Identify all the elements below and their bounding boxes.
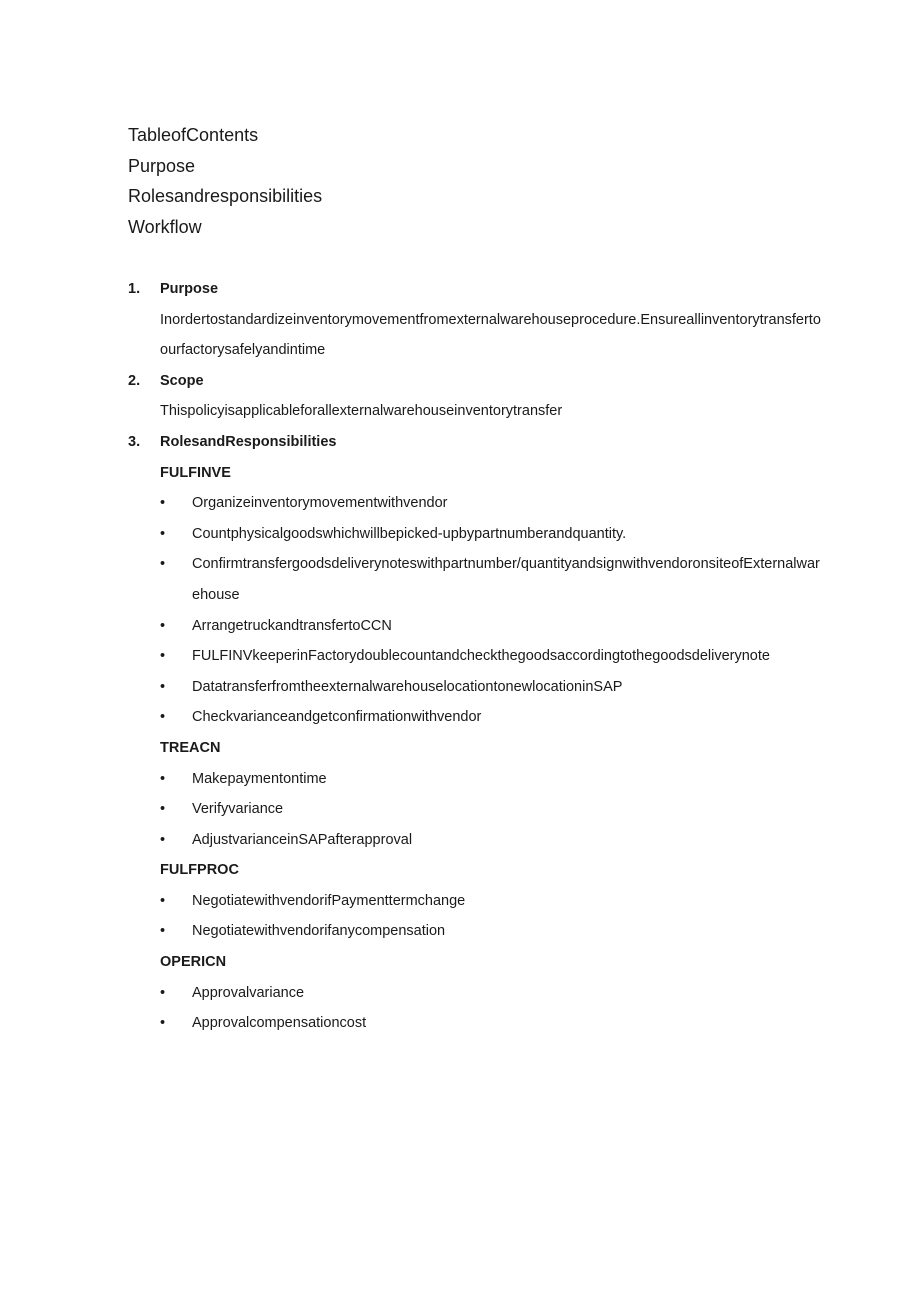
list-item-text: Organizeinventorymovementwithvendor (192, 495, 448, 512)
section-number: 1. (128, 281, 141, 297)
list-item (128, 886, 888, 917)
role-heading-opericn: OPERICN (160, 954, 227, 971)
list-item-continued: ehouse (192, 586, 240, 603)
list-item-text: Makepaymentontime (192, 770, 327, 787)
scope-text: Thispolicyisapplicableforallexternalwarehouseinventorytransfer (160, 403, 563, 420)
role-heading-treacn: TREACN (160, 739, 221, 756)
bullet-icon: • (160, 617, 166, 634)
list-item-text: NegotiatewithvendorifPaymenttermchange (192, 892, 466, 909)
list-item-text: DatatransferfromtheexternalwarehouselocationtonewlocationinSAP (192, 678, 623, 695)
list-item-text: Verifyvariance (192, 801, 284, 818)
role-heading-fulfinve: FULFINVE (160, 464, 231, 481)
table-of-contents (128, 120, 322, 243)
section-scope-header (128, 366, 888, 397)
list-item (128, 794, 888, 825)
list-item (128, 702, 888, 733)
bullet-icon: • (160, 892, 166, 909)
list-item-text: Checkvarianceandgetconfirmationwithvendor (192, 709, 482, 726)
list-item (128, 978, 888, 1009)
section-purpose-header (128, 274, 888, 305)
bullet-icon: • (160, 801, 166, 818)
toc-item-roles[interactable]: Rolesandresponsibilities (128, 186, 323, 207)
bullet-icon: • (160, 923, 166, 940)
toc-item-workflow[interactable]: Workflow (128, 217, 202, 238)
section-heading: Scope (160, 372, 204, 389)
bullet-icon: • (160, 831, 166, 848)
toc-item-purpose[interactable]: Purpose (128, 155, 196, 176)
list-item-text: Approvalvariance (192, 984, 305, 1001)
bullet-icon: • (160, 495, 166, 512)
bullet-icon: • (160, 678, 166, 695)
list-item (128, 916, 888, 947)
list-item (128, 1008, 888, 1039)
list-item-text: AdjustvarianceinSAPafterapproval (192, 831, 413, 848)
bullet-icon: • (160, 556, 166, 573)
list-item (128, 549, 888, 580)
bullet-icon: • (160, 770, 166, 787)
purpose-text: Inordertostandardizeinventorymovementfromexternalwarehouseprocedure.Ensureallinventorytransferto (160, 311, 821, 328)
list-item (128, 825, 888, 856)
bullet-icon: • (160, 525, 166, 542)
list-item (128, 641, 888, 672)
list-item (128, 672, 888, 703)
list-item-text: Countphysicalgoodswhichwillbepicked-upbypartnumberandquantity. (192, 525, 627, 542)
list-item (128, 764, 888, 795)
list-item-text: Approvalcompensationcost (192, 1015, 367, 1032)
document-body (128, 274, 888, 1039)
section-heading: Purpose (160, 281, 219, 297)
list-item (128, 519, 888, 550)
toc-title: TableofContents (128, 125, 259, 145)
section-number: 3. (128, 433, 141, 450)
list-item-text: ArrangetruckandtransfertoCCN (192, 617, 392, 634)
bullet-icon: • (160, 984, 166, 1001)
section-heading: RolesandResponsibilities (160, 433, 337, 450)
bullet-icon: • (160, 709, 166, 726)
list-item (128, 611, 888, 642)
bullet-icon: • (160, 1015, 166, 1032)
section-number: 2. (128, 372, 141, 389)
purpose-text-continued: ourfactorysafelyandintime (160, 342, 326, 359)
bullet-icon: • (160, 648, 166, 665)
list-item (128, 488, 888, 519)
list-item-text: Confirmtransfergoodsdeliverynoteswithpartnumber/quantityandsignwithvendoronsiteofExternalwar (192, 556, 820, 573)
list-item-text: Negotiatewithvendorifanycompensation (192, 923, 446, 940)
list-item-text: FULFINVkeeperinFactorydoublecountandcheckthegoodsaccordingtothegoodsdeliverynote (192, 648, 770, 665)
section-roles-header (128, 427, 888, 458)
role-heading-fulfproc: FULFPROC (160, 862, 239, 879)
